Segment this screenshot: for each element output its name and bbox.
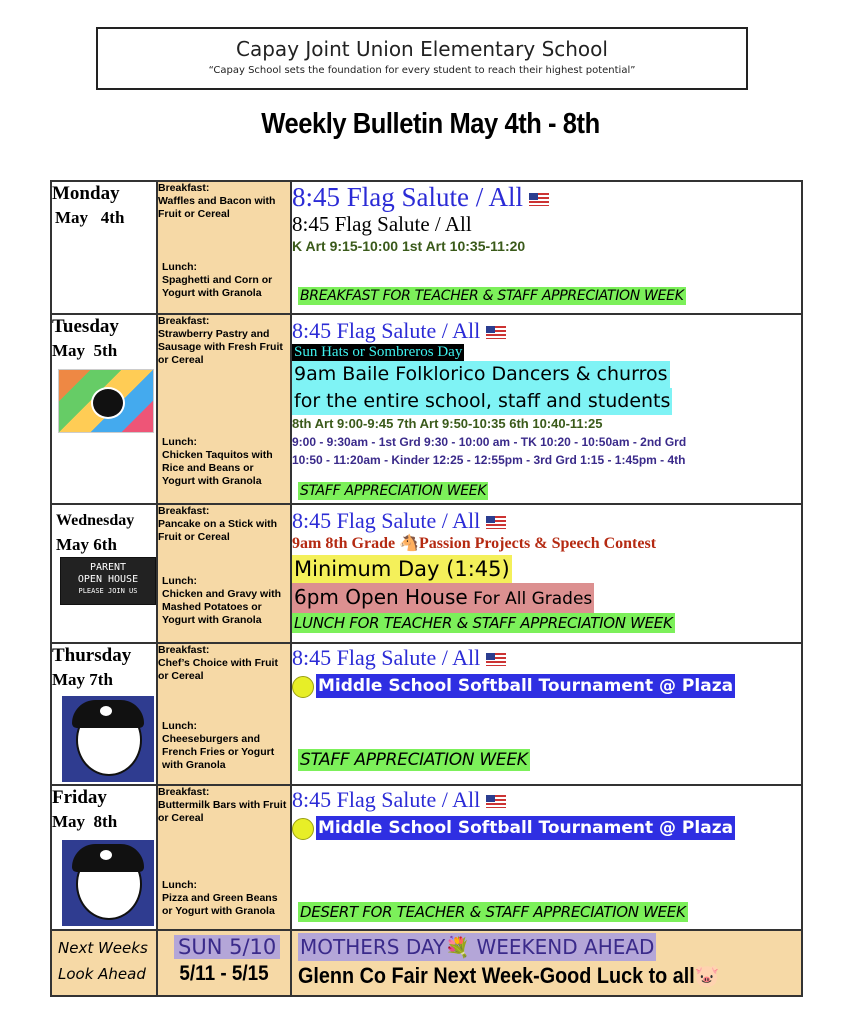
breakfast-label: Breakfast: (158, 182, 210, 194)
events-cell (291, 785, 802, 930)
appreciation-banner: DESERT FOR TEACHER & STAFF APPRECIATION WEEK (300, 903, 686, 921)
menu-cell (157, 181, 291, 314)
look-ahead-events-cell (291, 930, 802, 996)
lunch-label: Lunch: (162, 261, 197, 273)
day-name: Tuesday (52, 316, 119, 337)
day-row-wednesday (51, 504, 802, 643)
day-cell (51, 643, 157, 785)
menu-cell (157, 785, 291, 930)
flag-salute-event-black: 8:45 Flag Salute / All (292, 212, 472, 236)
flag-salute-event: 8:45 Flag Salute / All (292, 788, 801, 812)
bulletin-title: Weekly Bulletin May 4th - 8th (261, 108, 600, 140)
day-date: May 4th (55, 208, 125, 227)
flag-salute-event: 8:45 Flag Salute / All (292, 646, 801, 670)
lunch-menu: Chicken and Gravy with Mashed Potatoes or Yogurt with Granola (162, 588, 282, 626)
appreciation-banner: BREAKFAST FOR TEACHER & STAFF APPRECIATION WEEK (300, 288, 684, 304)
appreciation-banner: LUNCH FOR TEACHER & STAFF APPRECIATION WEEK (294, 614, 673, 632)
softball-tournament-banner: Middle School Softball Tournament @ Plaza (318, 818, 734, 838)
sunday-date-banner: SUN 5/10 (174, 935, 280, 959)
day-row-friday (51, 785, 802, 930)
lunch-menu: Spaghetti and Corn or Yogurt with Granola (162, 274, 273, 299)
appreciation-banner: STAFF APPRECIATION WEEK (300, 750, 528, 770)
open-house-banner: 6pm Open House For All Grades (292, 583, 594, 613)
dance-schedule-line1: 9:00 - 9:30am - 1st Grd 9:30 - 10:00 am - TK 10:20 - 10:50am - 2nd Grd (292, 435, 687, 449)
breakfast-menu: Pancake on a Stick with Fruit or Cereal (158, 518, 278, 543)
day-date: May 7th (52, 670, 113, 689)
folklorico-banner-line2: for the entire school, staff and students (292, 388, 672, 415)
us-flag-icon (529, 193, 549, 206)
softball-icon (292, 818, 314, 840)
look-ahead-label-line2: Look Ahead (58, 965, 146, 983)
sombrero-day-banner: Sun Hats or Sombreros Day (294, 344, 463, 360)
open-house-sign-icon: PARENT OPEN HOUSE PLEASE JOIN US (60, 557, 156, 605)
art-schedule: K Art 9:15-10:00 1st Art 10:35-11:20 (292, 238, 526, 254)
county-fair-notice: Glenn Co Fair Next Week-Good Luck to all🐷 (298, 963, 720, 988)
sombrero-collage-icon (58, 369, 154, 433)
school-header (96, 27, 748, 90)
day-row-monday (51, 181, 802, 314)
lunch-label: Lunch: (162, 436, 197, 448)
day-name: Wednesday (56, 512, 135, 529)
lunch-menu: Cheeseburgers and French Fries or Yogurt with Granola (162, 733, 275, 771)
day-date: May 8th (52, 812, 118, 831)
day-cell (51, 504, 157, 643)
passion-projects-event: 9am 8th Grade 🐴Passion Projects & Speech Contest (292, 535, 657, 552)
breakfast-label: Breakfast: (158, 786, 210, 798)
breakfast-menu: Buttermilk Bars with Fruit or Cereal (158, 799, 287, 824)
look-ahead-label-cell (51, 930, 157, 996)
school-name: Capay Joint Union Elementary School (236, 37, 608, 61)
softball-icon (292, 676, 314, 698)
events-cell (291, 181, 802, 314)
us-flag-icon (486, 326, 506, 339)
lunch-menu: Chicken Taquitos with Rice and Beans or Yogurt with Granola (162, 449, 273, 487)
lunch-menu: Pizza and Green Beans or Yogurt with Granola (162, 892, 278, 917)
menu-cell (157, 314, 291, 504)
look-ahead-dates-cell (157, 930, 291, 996)
day-row-tuesday (51, 314, 802, 504)
day-row-thursday (51, 643, 802, 785)
breakfast-label: Breakfast: (158, 505, 210, 517)
day-date: May 5th (52, 341, 118, 360)
school-motto: “Capay School sets the foundation for every student to reach their highest potential” (208, 65, 636, 76)
day-cell (51, 181, 157, 314)
breakfast-label: Breakfast: (158, 315, 210, 327)
breakfast-label: Breakfast: (158, 644, 210, 656)
breakfast-menu: Waffles and Bacon with Fruit or Cereal (158, 195, 276, 220)
look-ahead-label-line1: Next Weeks (58, 939, 148, 957)
events-cell (291, 504, 802, 643)
flag-salute-event: 8:45 Flag Salute / All (292, 319, 801, 343)
day-date: May 6th (56, 535, 117, 554)
next-week-dates: 5/11 - 5/15 (179, 962, 269, 985)
us-flag-icon (486, 653, 506, 666)
day-cell (51, 314, 157, 504)
flag-salute-event: 8:45 Flag Salute / All (292, 509, 801, 533)
us-flag-icon (486, 795, 506, 808)
menu-cell (157, 504, 291, 643)
mothers-day-banner: MOTHERS DAY💐 WEEKEND AHEAD (300, 935, 655, 959)
day-name: Monday (52, 183, 120, 204)
lunch-label: Lunch: (162, 720, 197, 732)
breakfast-menu: Chef’s Choice with Fruit or Cereal (158, 657, 278, 682)
pirate-mascot-icon (62, 840, 154, 926)
weekly-schedule-table (50, 180, 803, 997)
day-name: Thursday (52, 645, 132, 666)
day-name: Friday (52, 787, 107, 808)
lunch-label: Lunch: (162, 575, 197, 587)
us-flag-icon (486, 516, 506, 529)
day-cell (51, 785, 157, 930)
folklorico-banner-line1: 9am Baile Folklorico Dancers & churros (292, 361, 670, 388)
art-schedule: 8th Art 9:00-9:45 7th Art 9:50-10:35 6th 10:40-11:25 (292, 416, 603, 431)
dance-schedule-line2: 10:50 - 11:20am - Kinder 12:25 - 12:55pm - 3rd Grd 1:15 - 1:45pm - 4th (292, 453, 686, 467)
appreciation-banner: STAFF APPRECIATION WEEK (300, 483, 487, 499)
events-cell (291, 314, 802, 504)
minimum-day-banner: Minimum Day (1:45) (294, 557, 510, 581)
menu-cell (157, 643, 291, 785)
flag-salute-event: 8:45 Flag Salute / All (292, 182, 801, 212)
pirate-mascot-icon (62, 696, 154, 782)
look-ahead-row (51, 930, 802, 996)
lunch-label: Lunch: (162, 879, 197, 891)
events-cell (291, 643, 802, 785)
softball-tournament-banner: Middle School Softball Tournament @ Plaza (318, 676, 734, 696)
breakfast-menu: Strawberry Pastry and Sausage with Fresh Fruit or Cereal (158, 328, 283, 366)
